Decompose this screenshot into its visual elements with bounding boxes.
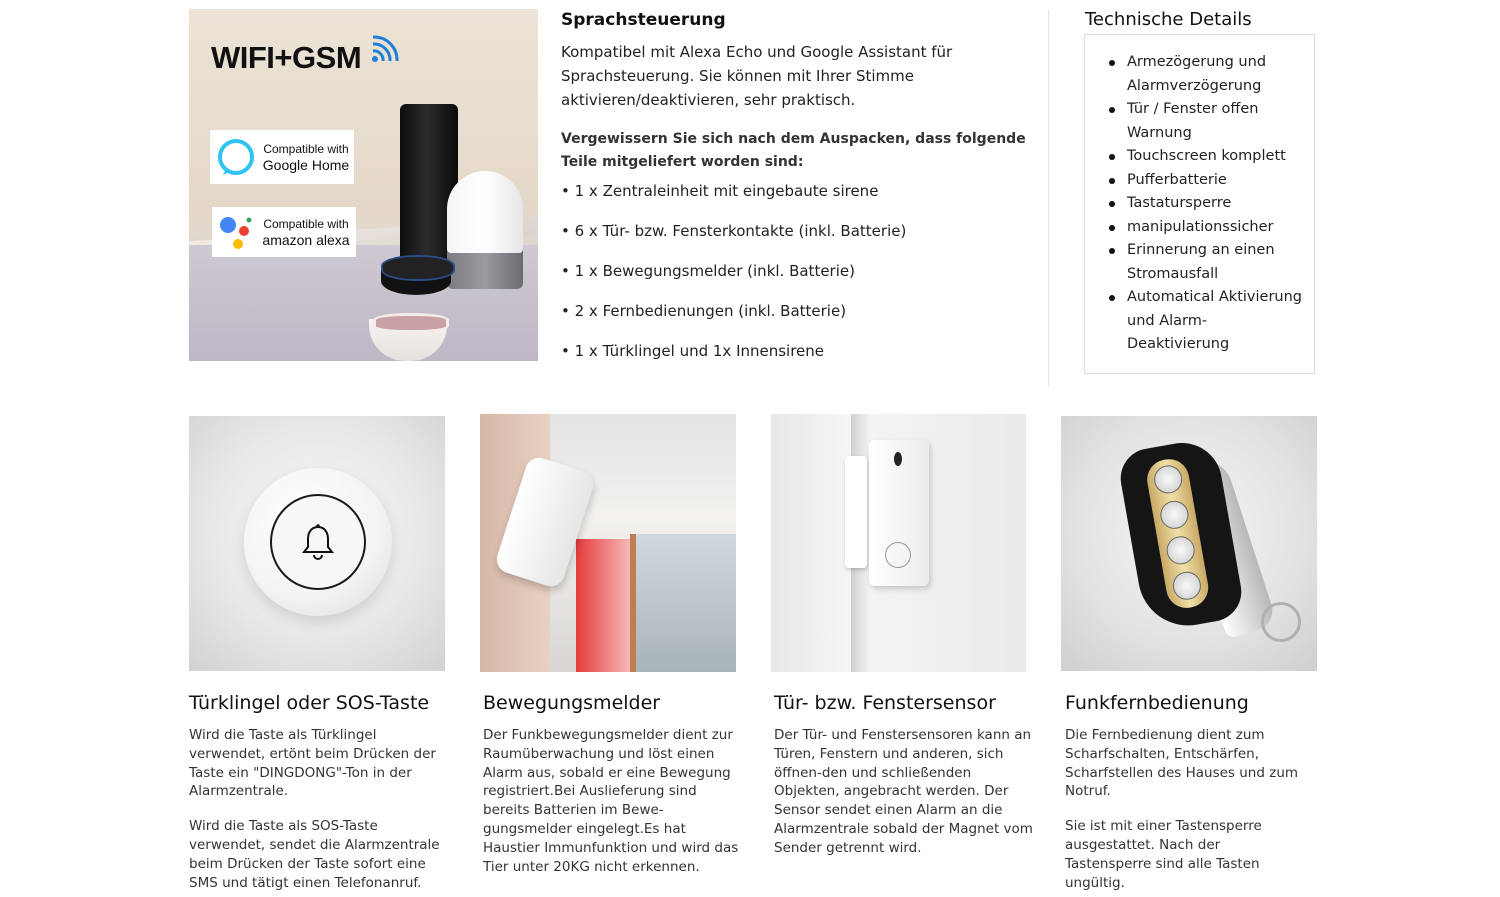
list-item: Automatical Aktivierung und Alarm-Deaktivierung <box>1109 286 1304 357</box>
remote-description <box>1065 726 1305 892</box>
list-item: Erinnerung an einen Stromausfall <box>1109 239 1304 286</box>
tech-details-list <box>1085 35 1314 357</box>
bell-icon <box>301 523 335 561</box>
list-item: • 1 x Türklingel und 1x Innensirene <box>561 340 1031 362</box>
list-item: Armezögerung und Alarmverzögerung <box>1109 51 1304 98</box>
lock-icon <box>1152 463 1184 495</box>
google-assistant-icon <box>216 210 256 254</box>
package-check-note: Vergewissern Sie sich nach dem Auspacken, dass folgende Teile mitgeliefert worden sind: <box>561 131 1026 170</box>
list-item: • 1 x Zentraleinheit mit eingebaute sirene <box>561 180 1031 202</box>
motion-sensor-text: Der Funkbewegungsmelder dient zur Raumüberwachung und löst einen Alarm aus, sobald er eine Bewegung registriert.Bei Auslieferung sind bereits Batterien im Bewe-gungsmelder eingelegt.Es hat Haustier Immunfunktion und wird das Tier unter 20KG nicht erkennen. <box>483 727 739 875</box>
google-badge-line1: Compatible with <box>263 141 349 156</box>
list-item: Pufferbatterie <box>1109 169 1304 193</box>
door-magnet <box>845 456 867 568</box>
doorbell-text-2: Wird die Taste als SOS-Taste verwendet, sendet die Alarmzentrale beim Drücken der Taste sofort eine SMS und tätigt einen Telefonanruf. <box>189 818 440 891</box>
motion-sensor-title: Bewegungsmelder <box>483 692 661 714</box>
alexa-badge-line2: amazon alexa <box>262 231 350 248</box>
list-item: Touchscreen komplett <box>1109 145 1304 169</box>
doorbell-title: Türklingel oder SOS-Taste <box>189 692 430 714</box>
remote-title: Funkfernbedienung <box>1065 692 1249 714</box>
tech-details-title: Technische Details <box>1085 9 1252 30</box>
google-badge-line2: Google Home <box>262 156 350 173</box>
voice-control-section <box>561 8 1031 380</box>
unlock-icon <box>1158 499 1190 531</box>
list-item: • 2 x Fernbedienungen (inkl. Batterie) <box>561 300 1031 322</box>
alexa-ring-icon <box>214 135 258 179</box>
list-item: Tür / Fenster offen Warnung <box>1109 98 1304 145</box>
google-home-device <box>447 171 523 289</box>
doorbell-image <box>189 416 445 671</box>
motion-sensor-image <box>480 414 736 672</box>
door-sensor-title: Tür- bzw. Fenstersensor <box>774 692 996 714</box>
hero-brand-text: WIFI+GSM <box>211 40 362 75</box>
echo-dot-device <box>381 255 451 295</box>
remote-text-2: Sie ist mit einer Tastensperre ausgestattet. Nach der Tastensperre sind alle Tasten ungültig. <box>1065 818 1262 891</box>
sos-icon <box>1171 570 1203 602</box>
door-sensor-description <box>774 726 1036 858</box>
key-ring <box>1261 602 1301 642</box>
vertical-divider <box>1048 10 1049 386</box>
hero-product-image <box>189 9 538 361</box>
remote-text-1: Die Fernbedienung dient zum Scharfschalten, Entschärfen, Scharfstellen des Hauses und zum Notruf. <box>1065 727 1299 800</box>
doorbell-button <box>244 468 392 616</box>
doorbell-text-1: Wird die Taste als Türklingel verwendet, ertönt beim Drücken der Taste ein "DINGDONG"-Ton in der Alarmzentrale. <box>189 727 436 800</box>
package-contents-list <box>561 180 1031 362</box>
list-item: Tastatursperre <box>1109 192 1304 216</box>
wifi-signal-icon <box>369 33 401 65</box>
door-sensor-device <box>869 440 929 586</box>
remote-image <box>1061 416 1317 671</box>
alexa-compat-badge <box>212 207 356 257</box>
list-item: • 6 x Tür- bzw. Fensterkontakte (inkl. Batterie) <box>561 220 1031 242</box>
list-item: • 1 x Bewegungsmelder (inkl. Batterie) <box>561 260 1031 282</box>
alexa-badge-line1: Compatible with <box>263 216 349 231</box>
tech-details-box <box>1084 34 1315 374</box>
list-item: manipulationssicher <box>1109 216 1304 240</box>
motion-sensor-description <box>483 726 745 876</box>
google-compat-badge <box>210 130 354 184</box>
door-sensor-image <box>771 414 1026 672</box>
doorbell-description <box>189 726 451 892</box>
voice-control-title: Sprachsteuerung <box>561 10 726 30</box>
door-sensor-text: Der Tür- und Fenstersensoren kann an Türen, Fenstern und anderen, sich öffnen-den und schließenden Objekten, angebracht werden. Der Sensor sendet einen Alarm an die Alarmzentrale sobald der Magnet vom Sender getrennt wird. <box>774 727 1033 856</box>
remote-device <box>1116 437 1246 634</box>
voice-control-intro: Kompatibel mit Alexa Echo und Google Assistant für Sprachsteuerung. Sie können mit Ihrer Stimme aktivieren/deaktivieren, sehr praktisch. <box>561 43 953 109</box>
home-icon <box>1164 534 1196 566</box>
